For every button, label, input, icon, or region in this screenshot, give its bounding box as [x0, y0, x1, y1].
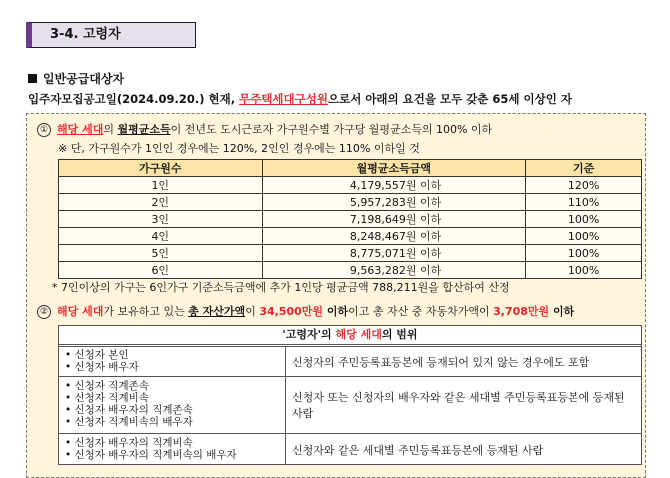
- scope-row-members: [59, 347, 286, 376]
- scope-row-description: 신청자 또는 신청자의 배우자와 같은 세대별 주민등록표등본에 등재된 사람: [292, 391, 625, 420]
- household-size: 2인: [59, 194, 263, 211]
- scope-row-description: 신청자의 주민등록표등본에 등재되어 있지 않는 경우에도 포함: [292, 355, 590, 369]
- standard-percent: 110%: [526, 194, 642, 211]
- member-item: • 신청자 직계존속: [65, 380, 149, 392]
- household-size: 1인: [59, 177, 263, 194]
- member-item: • 신청자 배우자: [65, 361, 139, 373]
- condition-1-text-a: 의: [103, 123, 118, 136]
- condition-1-text-b: 이 전년도 도시근로자 가구원수별 가구당 월평균소득의 100% 이하: [170, 123, 493, 136]
- standard-percent: 100%: [526, 262, 642, 279]
- condition-2-text-c: 이고 총 자산 중 자동차가액이: [348, 305, 494, 318]
- household-scope-box: [58, 325, 642, 465]
- scope-row-members: [59, 377, 286, 433]
- intro-pre: 입주자모집공고일(2024.09.20.) 현재,: [28, 92, 240, 106]
- household-size: 6인: [59, 262, 263, 279]
- circled-number-1: ①: [37, 123, 51, 137]
- income-table-header: [59, 160, 642, 177]
- col-header-income: 월평균소득금액: [262, 160, 526, 177]
- condition-1-note: ※ 단, 가구원수가 1인인 경우에는 120%, 2인인 경우에는 110% 이하일 것: [58, 142, 420, 155]
- scope-title-red: 해당 세대: [335, 328, 382, 341]
- member-item: • 신청자 배우자의 직계비속의 배우자: [65, 449, 237, 461]
- table-row: [59, 194, 642, 211]
- condition-2: [37, 303, 574, 319]
- condition-1: [37, 121, 492, 137]
- section-title: 3-4. 고령자: [26, 22, 196, 48]
- income-amount: 7,198,649원 이하: [262, 211, 526, 228]
- table-row: [59, 211, 642, 228]
- member-item: • 신청자 배우자의 직계비속: [65, 437, 193, 449]
- condition-2-below-1: 이하: [323, 305, 349, 318]
- table-row: [59, 177, 642, 194]
- condition-2-total-assets: 총 자산가액: [188, 305, 246, 318]
- standard-percent: 120%: [526, 177, 642, 194]
- condition-2-below-2: 이하: [549, 305, 575, 318]
- income-amount: 8,775,071원 이하: [262, 245, 526, 262]
- scope-row-description: 신청자와 같은 세대별 주민등록표등본에 등재된 사람: [292, 443, 544, 457]
- member-item: • 신청자 직계비속: [65, 392, 149, 404]
- condition-2-asset-limit: 34,500만원: [259, 305, 324, 318]
- intro-highlight: 무주택세대구성원: [239, 92, 328, 106]
- condition-2-text-b: 이: [245, 305, 260, 318]
- condition-2-car-limit: 3,708만원: [493, 305, 550, 318]
- condition-1-red: 해당 세대: [57, 123, 104, 136]
- member-item: • 신청자 본인: [65, 349, 129, 361]
- standard-percent: 100%: [526, 245, 642, 262]
- member-item: • 신청자 직계비속의 배우자: [65, 416, 193, 428]
- circled-number-2: ②: [37, 305, 51, 319]
- scope-title: [59, 326, 641, 345]
- subheading-text: 일반공급대상자: [43, 72, 125, 86]
- table-row: [59, 262, 642, 279]
- income-footnote: * 7인이상의 가구는 6인가구 기준소득금액에 추가 1인당 평균금액 788,211원을 합산하여 산정: [52, 281, 510, 294]
- income-amount: 4,179,557원 이하: [262, 177, 526, 194]
- household-size: 4인: [59, 228, 263, 245]
- scope-title-post: 의 범위: [381, 328, 418, 341]
- scope-row: [59, 433, 641, 465]
- scope-row: [59, 346, 641, 376]
- col-header-standard: 기준: [526, 160, 642, 177]
- scope-row: [59, 376, 641, 433]
- condition-2-text-a: 가 보유하고 있는: [103, 305, 189, 318]
- table-row: [59, 245, 642, 262]
- income-amount: 9,563,282원 이하: [262, 262, 526, 279]
- standard-percent: 100%: [526, 211, 642, 228]
- condition-1-bold: 월평균소득: [117, 123, 171, 136]
- income-amount: 8,248,467원 이하: [262, 228, 526, 245]
- intro-post: 으로서 아래의 요건을 모두 갖춘 65세 이상인 자: [327, 92, 572, 106]
- member-item: • 신청자 배우자의 직계존속: [65, 404, 193, 416]
- scope-title-pre: '고령자'의: [282, 328, 336, 341]
- standard-percent: 100%: [526, 228, 642, 245]
- income-amount: 5,957,283원 이하: [262, 194, 526, 211]
- scope-row-members: [59, 434, 286, 465]
- household-size: 3인: [59, 211, 263, 228]
- intro-line: [28, 91, 572, 107]
- col-header-household: 가구원수: [59, 160, 263, 177]
- income-table: [58, 159, 642, 279]
- subheading: [28, 70, 124, 87]
- household-size: 5인: [59, 245, 263, 262]
- square-bullet-icon: [28, 74, 37, 83]
- condition-2-red-household: 해당 세대: [57, 305, 104, 318]
- table-row: [59, 228, 642, 245]
